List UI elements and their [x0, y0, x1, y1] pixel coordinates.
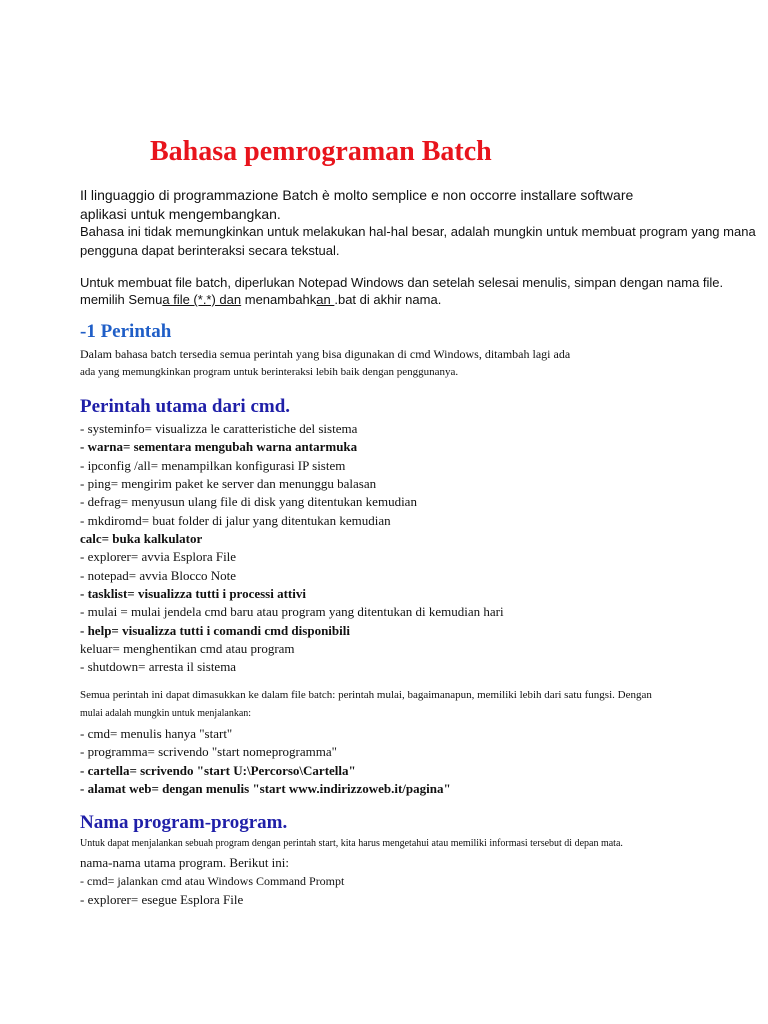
cmd-item: keluar= menghentikan cmd atau program [80, 641, 295, 656]
program-item: - explorer= esegue Esplora File [80, 892, 244, 907]
cmd-item: - mkdiromd= buat folder di jalur yang ditentukan kemudian [80, 513, 391, 528]
cmd-item: - warna= sementara mengubah warna antarmuka [80, 439, 358, 454]
intro-line-6-b: a file (*.*) dan [162, 292, 242, 307]
cmd-item: - ping= mengirim paket ke server dan menunggu balasan [80, 476, 377, 491]
section-3-line-1: Untuk dapat menjalankan sebuah program dengan perintah start, kita harus mengetahui atau memiliki informasi tersebut di depan mata. [80, 838, 623, 849]
intro-line-6-c: menambahk [241, 292, 317, 307]
intro-line-5: Untuk membuat file batch, diperlukan Notepad Windows dan setelah selesai menulis, simpan dengan nama file. [80, 275, 724, 290]
cmd-item: - ipconfig /all= menampilkan konfigurasi IP sistem [80, 458, 346, 473]
section-1-line-2: ada yang memungkinkan program untuk berinteraksi lebih baik dengan penggunanya. [80, 366, 459, 378]
start-item: - cmd= menulis hanya "start" [80, 726, 233, 741]
intro-line-4: pengguna dapat berinteraksi secara tekstual. [80, 243, 340, 258]
cmd-item: - defrag= menyusun ulang file di disk yang ditentukan kemudian [80, 494, 417, 509]
section-3-line-2: nama-nama utama program. Berikut ini: [80, 855, 290, 870]
intro-line-6-d: an [316, 292, 335, 307]
intro-line-1: Il linguaggio di programmazione Batch è molto semplice e non occorre installare software [80, 187, 634, 203]
section-1-line-1: Dalam bahasa batch tersedia semua perintah yang bisa digunakan di cmd Windows, ditambah lagi ada [80, 347, 571, 361]
cmd-item: calc= buka kalkulator [80, 531, 203, 546]
start-item: - cartella= scrivendo "start U:\Percorso\Cartella" [80, 763, 356, 778]
cmd-item: - systeminfo= visualizza le caratteristiche del sistema [80, 421, 358, 436]
start-note-line-1: Semua perintah ini dapat dimasukkan ke dalam file batch: perintah mulai, bagaimanapun, memiliki lebih dari satu fungsi. Dengan [80, 689, 652, 701]
start-item: - programma= scrivendo "start nomeprogramma" [80, 744, 337, 759]
intro-line-2: aplikasi untuk mengembangkan. [80, 206, 281, 222]
intro-line-6 [80, 292, 441, 307]
cmd-item: - mulai = mulai jendela cmd baru atau program yang ditentukan di kemudian hari [80, 604, 504, 619]
cmd-item: - notepad= avvia Blocco Note [80, 568, 237, 583]
section-1-heading: -1 Perintah [80, 321, 172, 342]
program-item: - cmd= jalankan cmd atau Windows Command Prompt [80, 874, 345, 888]
intro-line-6-e: .bat di akhir nama. [334, 292, 442, 307]
cmd-item: - shutdown= arresta il sistema [80, 659, 237, 674]
start-note-line-2: mulai adalah mungkin untuk menjalankan: [80, 708, 252, 719]
page-title: Bahasa pemrograman Batch [150, 136, 492, 167]
section-2-heading: Perintah utama dari cmd. [80, 396, 291, 417]
cmd-item: - help= visualizza tutti i comandi cmd disponibili [80, 623, 350, 638]
intro-line-6-a: memilih Semu [80, 292, 163, 307]
start-item: - alamat web= dengan menulis "start www.indirizzoweb.it/pagina" [80, 781, 451, 796]
intro-line-3: Bahasa ini tidak memungkinkan untuk melakukan hal-hal besar, adalah mungkin untuk membuat program yang mana [80, 224, 756, 239]
cmd-item: - tasklist= visualizza tutti i processi attivi [80, 586, 306, 601]
cmd-item: - explorer= avvia Esplora File [80, 549, 237, 564]
section-3-heading: Nama program-program. [80, 812, 288, 833]
